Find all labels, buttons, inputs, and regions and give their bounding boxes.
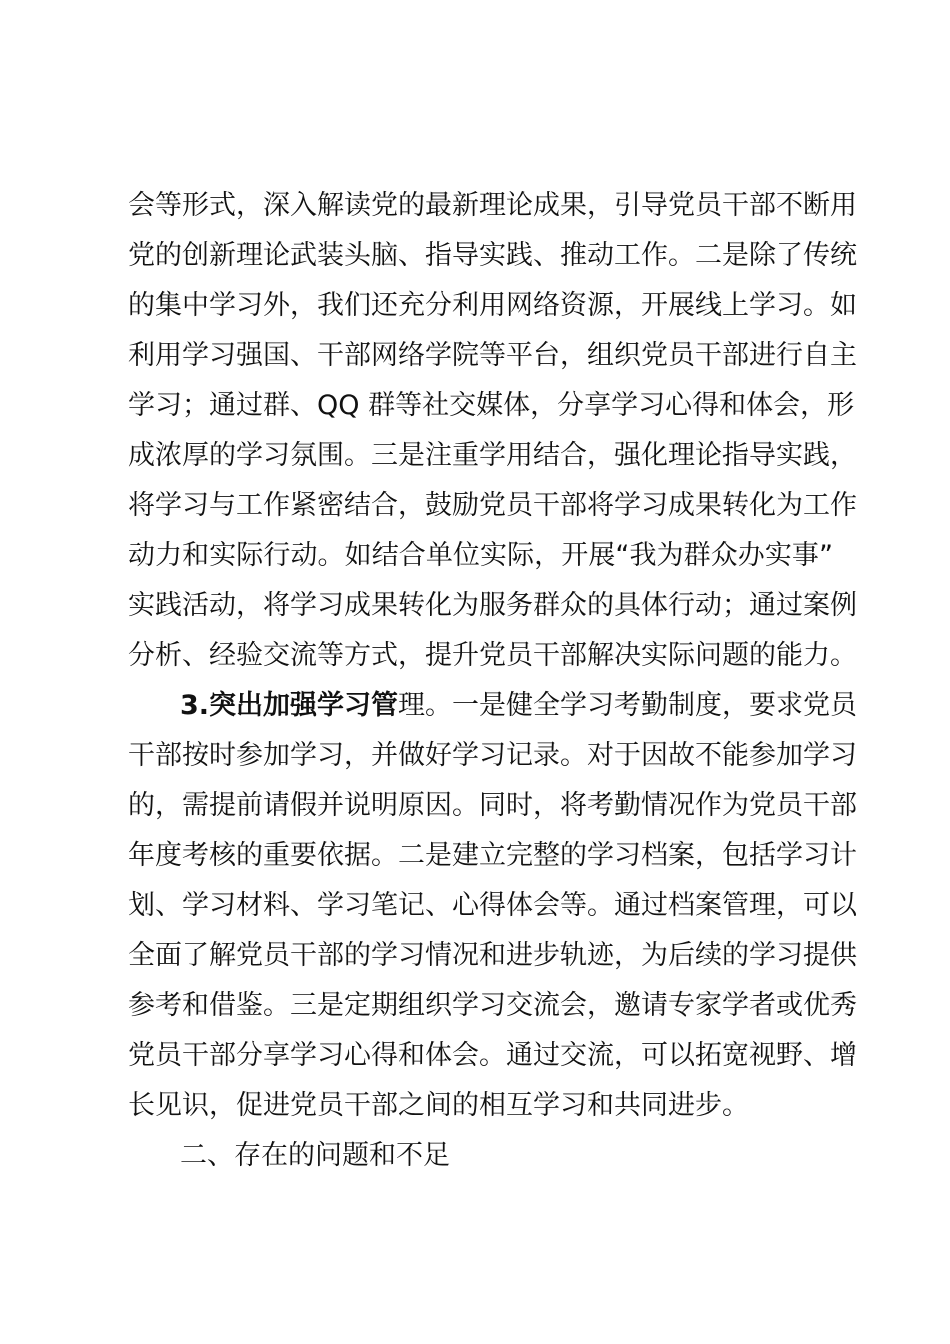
- paragraph-last-line: 长见识，促进党员干部之间的相互学习和共同进步。: [128, 1090, 749, 1121]
- paragraph-line: 会等形式，深入解读党的最新理论成果，引导党员干部不断用: [128, 190, 857, 221]
- paragraph-line: 实践活动，将学习成果转化为服务群众的具体行动；通过案例: [128, 590, 857, 621]
- paragraph-line: 利用学习强国、干部网络学院等平台，组织党员干部进行自主: [128, 340, 857, 371]
- section-3-first-line-text: 一是健全学习考勤制度，要求党员: [452, 690, 858, 721]
- paragraph-line: 干部按时参加学习，并做好学习记录。对于因故不能参加学习: [128, 740, 857, 771]
- section-3-heading: 3.突出加强学习管: [180, 690, 399, 721]
- paragraph-line: 学习；通过群、QQ 群等社交媒体，分享学习心得和体会，形: [128, 390, 855, 421]
- paragraph-line: 划、学习材料、学习笔记、心得体会等。通过档案管理，可以: [128, 890, 857, 921]
- paragraph-line: 分析、经验交流等方式，提升党员干部解决实际问题的能力。: [128, 640, 857, 671]
- paragraph-line: 党的创新理论武装头脑、指导实践、推动工作。二是除了传统: [128, 240, 857, 271]
- paragraph-line: 的集中学习外，我们还充分利用网络资源，开展线上学习。如: [128, 290, 857, 321]
- paragraph-line: 全面了解党员干部的学习情况和进步轨迹，为后续的学习提供: [128, 940, 857, 971]
- paragraph-line: 动力和实际行动。如结合单位实际，开展“我为群众办实事”: [128, 540, 833, 571]
- section-heading: 二、存在的问题和不足: [180, 1140, 450, 1171]
- paragraph-line: 成浓厚的学习氛围。三是注重学用结合，强化理论指导实践，: [128, 440, 857, 471]
- paragraph-line: 年度考核的重要依据。二是建立完整的学习档案，包括学习计: [128, 840, 857, 871]
- paragraph-line: 将学习与工作紧密结合，鼓励党员干部将学习成果转化为工作: [128, 490, 857, 521]
- paragraph-line: 参考和借鉴。三是定期组织学习交流会，邀请专家学者或优秀: [128, 990, 857, 1021]
- section-3-heading-tail: 理。: [398, 690, 453, 721]
- paragraph-line: 党员干部分享学习心得和体会。通过交流，可以拓宽视野、增: [128, 1040, 857, 1071]
- paragraph-line: 的，需提前请假并说明原因。同时，将考勤情况作为党员干部: [128, 790, 857, 821]
- section-3-first-line: [180, 681, 858, 731]
